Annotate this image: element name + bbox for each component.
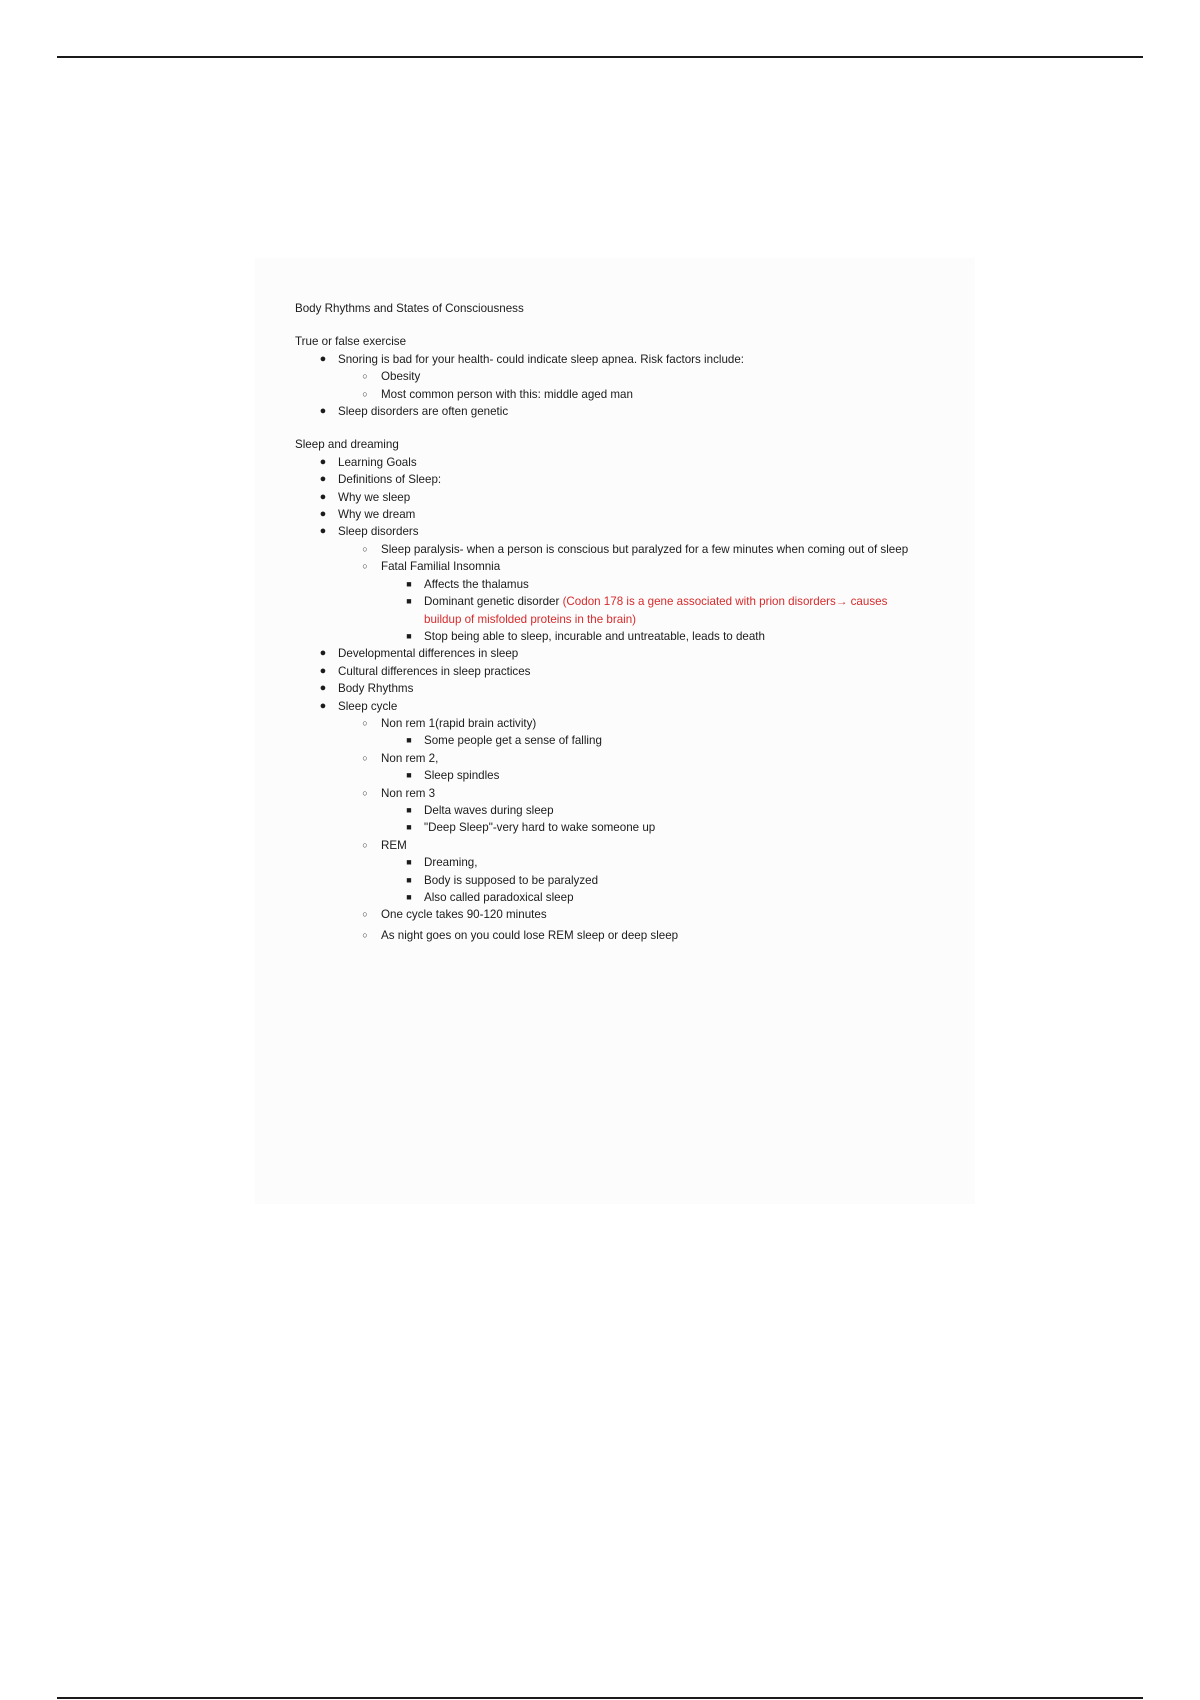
list-item: ■ Sleep spindles — [295, 767, 945, 784]
list-item: ● Why we dream — [295, 506, 945, 523]
square-bullet-icon: ■ — [406, 578, 412, 589]
square-bullet-icon: ■ — [406, 822, 412, 833]
list-item: ■ Affects the thalamus — [295, 576, 945, 593]
list-item: ● Cultural differences in sleep practices — [295, 663, 945, 680]
square-bullet-icon: ■ — [406, 804, 412, 815]
circle-bullet-icon: ○ — [362, 717, 368, 728]
list-item: ○ As night goes on you could lose REM sleep or deep sleep — [295, 927, 945, 944]
circle-bullet-icon: ○ — [362, 929, 368, 940]
circle-bullet-icon: ○ — [362, 752, 368, 763]
list-item: ■ Body is supposed to be paralyzed — [295, 872, 945, 889]
list-item: ○ One cycle takes 90-120 minutes — [295, 906, 945, 923]
list-item: ■ Stop being able to sleep, incurable and untreatable, leads to death — [295, 628, 945, 645]
list-item: ■ Some people get a sense of falling — [295, 732, 945, 749]
list-item: ○ Obesity — [295, 368, 945, 385]
circle-bullet-icon: ○ — [362, 388, 368, 399]
document-title: Body Rhythms and States of Consciousness — [295, 302, 524, 315]
list-item: ○ Sleep paralysis- when a person is conscious but paralyzed for a few minutes when coming out of sleep — [295, 541, 951, 558]
list-item: ● Learning Goals — [295, 454, 945, 471]
section-heading-true-false: True or false exercise — [295, 335, 407, 349]
list-item: ○ Non rem 2, — [295, 750, 945, 767]
circle-bullet-icon: ○ — [362, 543, 368, 554]
square-bullet-icon: ■ — [406, 630, 412, 641]
square-bullet-icon: ■ — [406, 874, 412, 885]
disc-bullet-icon: ● — [319, 647, 327, 660]
square-bullet-icon: ■ — [406, 735, 412, 746]
document-body — [295, 300, 945, 944]
list-item: ○ Non rem 3 — [295, 785, 945, 802]
list-item: ■ Delta waves during sleep — [295, 802, 945, 819]
disc-bullet-icon: ● — [319, 699, 327, 712]
circle-bullet-icon: ○ — [362, 909, 368, 920]
section-heading-sleep-dreaming: Sleep and dreaming — [295, 438, 399, 452]
square-bullet-icon: ■ — [406, 857, 412, 868]
list-item: ■ Dominant genetic disorder (Codon 178 is a gene associated with prion disorders→ causes buildup of misfolded proteins in the brain) — [295, 593, 904, 628]
list-item: ● Sleep cycle — [295, 698, 945, 715]
list-item: ○ Non rem 1(rapid brain activity) — [295, 715, 945, 732]
list-item: ■ "Deep Sleep"-very hard to wake someone up — [295, 819, 945, 836]
list-item: ■ Also called paradoxical sleep — [295, 889, 945, 906]
sleep-dreaming-list — [295, 454, 945, 944]
disc-bullet-icon: ● — [319, 508, 327, 521]
highlighted-note: (Codon 178 is a gene associated with prion disorders→ causes buildup of misfolded proteins in the brain) — [424, 595, 888, 626]
circle-bullet-icon: ○ — [362, 371, 368, 382]
disc-bullet-icon: ● — [319, 664, 327, 677]
disc-bullet-icon: ● — [319, 682, 327, 695]
list-item: ○ Fatal Familial Insomnia — [295, 558, 945, 575]
circle-bullet-icon: ○ — [362, 561, 368, 572]
disc-bullet-icon: ● — [319, 405, 327, 418]
disc-bullet-icon: ● — [319, 490, 327, 503]
circle-bullet-icon: ○ — [362, 787, 368, 798]
top-divider — [57, 56, 1143, 58]
list-item: ● Developmental differences in sleep — [295, 645, 945, 662]
list-item: ● Body Rhythms — [295, 680, 945, 697]
disc-bullet-icon: ● — [319, 455, 327, 468]
list-item: ○ REM — [295, 837, 945, 854]
list-item: ○ Most common person with this: middle aged man — [295, 386, 945, 403]
bottom-divider — [57, 1697, 1143, 1699]
list-item: ● Sleep disorders — [295, 523, 945, 540]
list-item: ● Sleep disorders are often genetic — [295, 403, 945, 420]
disc-bullet-icon: ● — [319, 352, 327, 365]
circle-bullet-icon: ○ — [362, 839, 368, 850]
square-bullet-icon: ■ — [406, 596, 412, 607]
list-item: ● Definitions of Sleep: — [295, 471, 945, 488]
square-bullet-icon: ■ — [406, 892, 412, 902]
list-item: ● Why we sleep — [295, 489, 945, 506]
list-item: ■ Dreaming, — [295, 854, 945, 871]
disc-bullet-icon: ● — [319, 473, 327, 486]
list-item: ● Snoring is bad for your health- could indicate sleep apnea. Risk factors include: — [295, 351, 945, 368]
true-false-list — [295, 351, 945, 421]
disc-bullet-icon: ● — [319, 525, 327, 538]
square-bullet-icon: ■ — [406, 770, 412, 781]
